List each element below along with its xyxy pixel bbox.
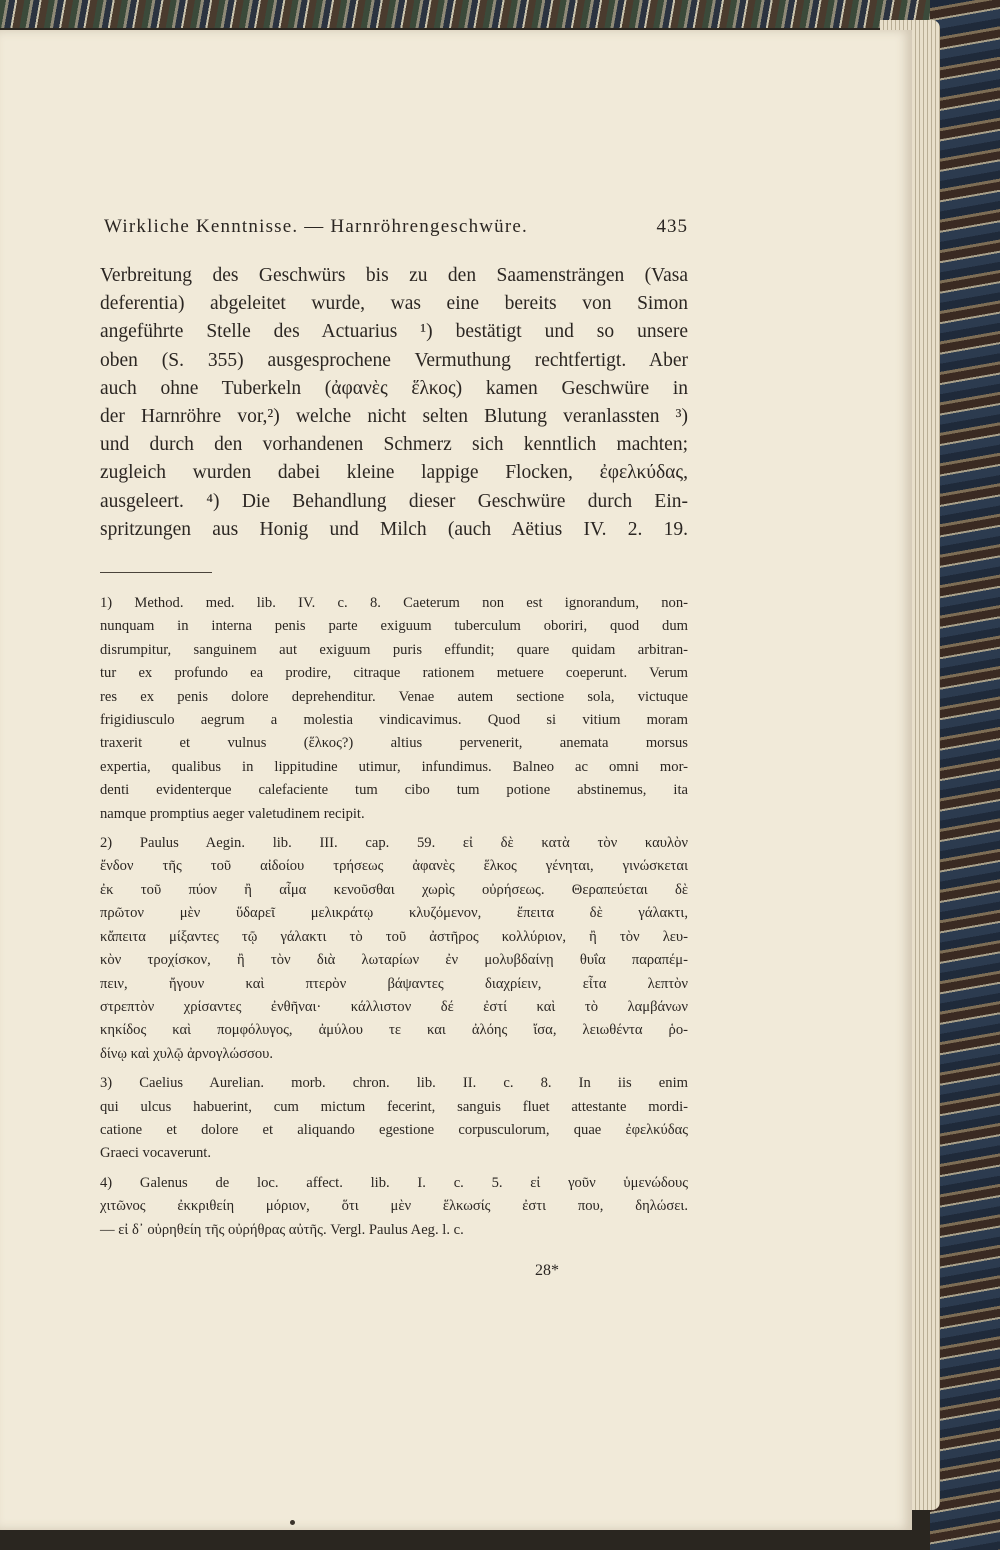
footnote-line: ἔνδον τῆς τοῦ αἰδοίου τρήσεως ἀφανὲς ἕλκος γένηται, γινώσκεται xyxy=(100,858,688,875)
footnote-line: qui ulcus habuerint, cum mictum fecerint, sanguis fluet attestante mordi- xyxy=(100,1098,688,1115)
speck xyxy=(290,1520,295,1525)
footnote-line: traxerit et vulnus (ἕλκος?) altius pervenerit, anemata morsus xyxy=(100,735,688,752)
text-line: zugleich wurden dabei kleine lappige Flocken, ἐφελκύδας, xyxy=(100,462,688,484)
footnote-line: 1) Method. med. lib. IV. c. 8. Caeterum non est ignorandum, non- xyxy=(100,595,688,611)
running-head-title: Wirkliche Kenntnisse. — Harnröhrengeschwüre. xyxy=(104,216,528,237)
footnote-line: — εἰ δ᾽ οὐρηθείη τῆς οὐρήθρας αὐτῆς. Vergl. Paulus Aeg. l. c. xyxy=(100,1221,464,1238)
page-number: 435 xyxy=(656,216,688,237)
footnote-line: στρεπτὸν χρίσαντες ἐνθῆναι· κάλλιστον δέ ἐστί καὶ τὸ λαμβάνων xyxy=(100,998,688,1015)
footnote-line: tur ex profundo ea prodire, citraque rationem metuere coeperunt. Verum xyxy=(100,665,688,682)
footnote-line: catione et dolore et aliquando egestione corpusculorum, quae ἐφελκύδας xyxy=(100,1121,688,1138)
book-page xyxy=(0,30,912,1530)
signature-mark: 28* xyxy=(535,1262,559,1279)
footnote-line: namque promptius aeger valetudinem recipit. xyxy=(100,805,365,822)
footnote-line: frigidiusculo aegrum a molestia vindicavimus. Quod si vitium moram xyxy=(100,712,688,729)
text-line: auch ohne Tuberkeln (ἀφανὲς ἕλκος) kamen Geschwüre in xyxy=(100,377,688,399)
footnote-line: disrumpitur, sanguinem aut exiguum puris effundit; quare quidam arbitran- xyxy=(100,641,688,658)
footnote-line: χιτῶνος ἐκκριθείη μόριον, ὅτι μὲν ἕλκωσίς ἐστι που, δηλώσει. xyxy=(100,1198,688,1215)
footnote-line: 2) Paulus Aegin. lib. III. cap. 59. εἰ δὲ κατὰ τὸν καυλὸν xyxy=(100,835,688,852)
text-line: der Harnröhre vor,²) welche nicht selten Blutung veranlassten ³) xyxy=(100,406,688,428)
footnote-line: res ex penis dolore deprehenditur. Venae autem sectione sola, victuque xyxy=(100,688,688,705)
footnote-4 xyxy=(100,1172,688,1242)
footnote-line: πειν, ἤγουν καὶ πτερὸν βάψαντες διαχρίειν, εἶτα λεπτὸν xyxy=(100,975,688,992)
text-line: spritzungen aus Honig und Milch (auch Aëtius IV. 2. 19. xyxy=(100,518,688,540)
main-text xyxy=(100,262,688,544)
footnote-line: κηκίδος καὶ πομφόλυγος, ἀμύλου τε και ἀλόης ἴσα, λειωθέντα ῥο- xyxy=(100,1022,688,1039)
text-line: und durch den vorhandenen Schmerz sich kenntlich machten; xyxy=(100,434,688,456)
running-head xyxy=(104,216,688,238)
footnote-line: expertia, qualibus in lippitudine utimur, infundimus. Balneo ac omni mor- xyxy=(100,758,688,775)
footnote-line: κἄπειτα μίξαντες τῷ γάλακτι τὸ τοῦ ἀστῆρος κολλύριον, ἢ τὸν λευ- xyxy=(100,928,688,945)
footnote-line: κὸν τροχίσκον, ἢ τὸν διὰ λωταρίων ἐν μολυβδαίνῃ θυΐα παραπέμ- xyxy=(100,952,688,969)
footnote-1 xyxy=(100,592,688,826)
cover-marbled-edge-right xyxy=(930,0,1000,1550)
text-line: angeführte Stelle des Actuarius ¹) bestätigt und so unsere xyxy=(100,321,688,343)
footnote-rule xyxy=(100,572,212,573)
text-line: oben (S. 355) ausgesprochene Vermuthung rechtfertigt. Aber xyxy=(100,349,688,371)
cover-marbled-edge-top xyxy=(0,0,1000,28)
footnote-2 xyxy=(100,832,688,1066)
footnote-line: 4) Galenus de loc. affect. lib. I. c. 5. εἰ γοῦν ὑμενώδους xyxy=(100,1174,688,1191)
footnote-line: ἐκ τοῦ πύον ἢ αἷμα κενοῦσθαι χωρὶς οὐρήσεως. Θεραπεύεται δὲ xyxy=(100,881,688,898)
footnote-line: δίνῳ καὶ χυλῷ ἀρνογλώσσου. xyxy=(100,1045,273,1062)
text-line: deferentia) abgeleitet wurde, was eine bereits von Simon xyxy=(100,293,688,315)
text-line: ausgeleert. ⁴) Die Behandlung dieser Geschwüre durch Ein- xyxy=(100,490,688,512)
footnote-3 xyxy=(100,1072,688,1166)
footnote-line: denti evidenterque calefaciente tum cibo tum potione abstinemus, ita xyxy=(100,782,688,799)
footnote-line: nunquam in interna penis parte exiguum tuberculum oboriri, quod dum xyxy=(100,618,688,635)
footnote-line: 3) Caelius Aurelian. morb. chron. lib. II. c. 8. In iis enim xyxy=(100,1075,688,1092)
text-line: Verbreitung des Geschwürs bis zu den Saamensträngen (Vasa xyxy=(100,265,688,286)
footnote-line: Graeci vocaverunt. xyxy=(100,1145,212,1162)
footnotes xyxy=(100,592,688,1242)
footnote-line: πρῶτον μὲν ὕδαρεῖ μελικράτῳ κλυζόμενον, ἔπειτα δὲ γάλακτι, xyxy=(100,905,688,922)
